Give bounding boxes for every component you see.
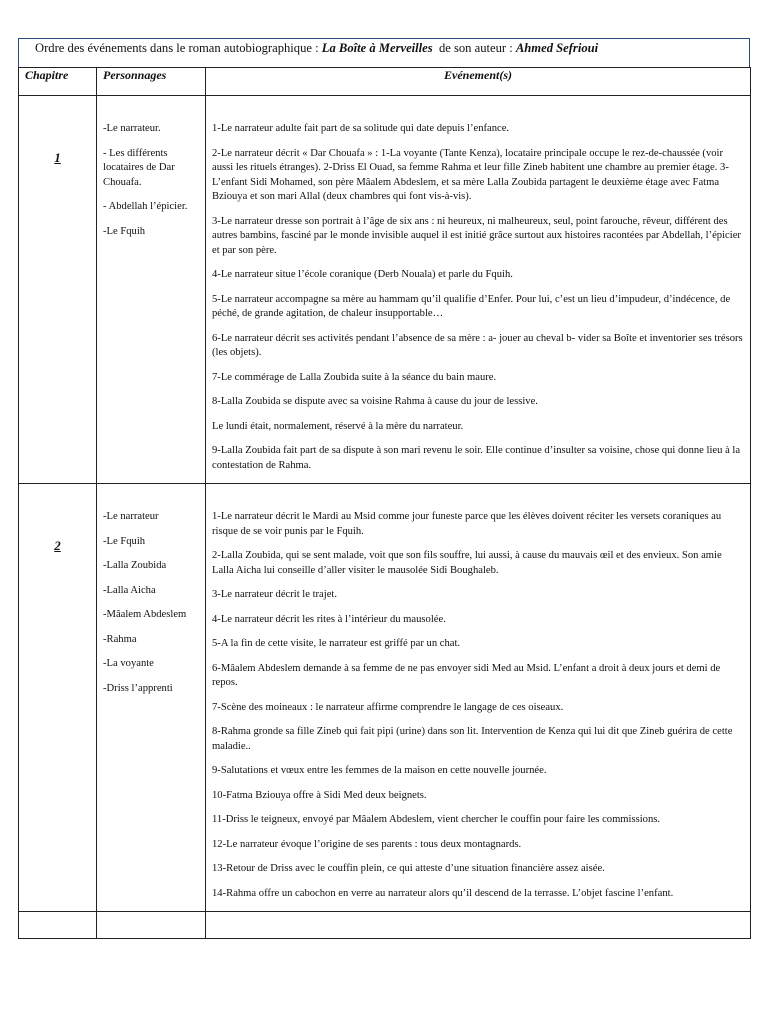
characters-cell [97, 484, 206, 912]
event-item: 3-Le narrateur décrit le trajet. [212, 589, 337, 600]
character-item: -Driss l’apprenti [103, 682, 173, 694]
event-item: 8-Lalla Zoubida se dispute avec sa voisine Rahma à cause du jour de lessive. [212, 396, 538, 407]
events-cell [206, 484, 751, 912]
character-item: - Les différents locataires de Dar Chouafa. [103, 147, 175, 188]
character-item: -Le narrateur [103, 511, 159, 522]
book-title: La Boîte à Merveilles [321, 41, 433, 55]
character-item: -Le Fquih [103, 225, 146, 237]
character-item: -Le narrateur. [103, 123, 161, 134]
event-item: 10-Fatma Bziouya offre à Sidi Med deux beignets. [212, 789, 427, 801]
character-item: -Lalla Zoubida [103, 560, 167, 571]
event-item: 7-Le commérage de Lalla Zoubida suite à la séance du bain maure. [212, 371, 497, 383]
empty-cell [97, 912, 206, 939]
event-item: 6-Le narrateur décrit ses activités pendant l’absence de sa mère : a- jouer au cheval b- vider sa Boîte et inventorier ses trésors (les objets). [212, 332, 743, 358]
event-item: 9-Salutations et vœux entre les femmes de la maison en cette nouvelle journée. [212, 765, 547, 776]
event-item: 11-Driss le teigneux, envoyé par Mâalem Abdeslem, vient chercher le couffin pour faire les commissions. [212, 814, 661, 825]
event-item: Le lundi était, normalement, réservé à la mère du narrateur. [212, 420, 464, 432]
header-row [19, 68, 751, 96]
title-prefix: Ordre des événements dans le roman autobiographique : [35, 41, 322, 55]
chapter-number-label: 1 [54, 150, 61, 165]
characters-cell [97, 96, 206, 484]
header-chapter: Chapitre [19, 68, 97, 96]
chapter-number [19, 96, 97, 484]
event-item: 8-Rahma gronde sa fille Zineb qui fait pipi (urine) dans son lit. Intervention de Kenza qui lui dit que Zineb guérira de cette maladie.. [212, 726, 733, 752]
chapter-row-2 [19, 484, 751, 912]
character-item: - Abdellah l’épicier. [103, 201, 188, 212]
event-item: 4-Le narrateur décrit les rites à l’intérieur du mausolée. [212, 613, 446, 625]
header-events: Evénement(s) [206, 68, 751, 96]
event-item: 1-Le narrateur décrit le Mardi au Msid comme jour funeste parce que les élèves doivent réciter les versets coraniques au risque de se voir punis par le Fquih. [212, 511, 722, 537]
empty-cell [206, 912, 751, 939]
chapter-number [19, 484, 97, 912]
event-item: 4-Le narrateur situe l’école coranique (Derb Nouala) et parle du Fquih. [212, 269, 513, 280]
chapter-row-1 [19, 96, 751, 484]
event-item: 5-Le narrateur accompagne sa mère au hammam qu’il qualifie d’Enfer. Pour lui, c’est un lieu d’impudeur, d’indécence, de péché, de grande agitation, de chaleur insupportable… [212, 293, 731, 319]
event-item: 7-Scène des moineaux : le narrateur affirme comprendre le langage de ces oiseaux. [212, 701, 564, 713]
title-middle: de son auteur : [432, 41, 516, 55]
document-title [18, 38, 750, 67]
empty-row [19, 912, 751, 939]
event-item: 2-Le narrateur décrit « Dar Chouafa » : 1-La voyante (Tante Kenza), locataire principale occupe le rez-de-chaussée (voir aussi les rituels étranges). 2-Driss El Ouad, sa femme Rahma et leur fille Zineb habitent une chambre au premier étage. 3- L’enfant Sidi Mohamed, son père Mâalem Abdeslem, et sa mère Lalla Zoubida partagent le deuxième étage avec Fatma Bziouya et son mari Allal (deux chambres qui font vis-à-vis). [212, 147, 729, 202]
empty-cell [19, 912, 97, 939]
event-item: 3-Le narrateur dresse son portrait à l’âge de six ans : ni heureux, ni malheureux, seul, point farouche, rêveur, différent des autres bambins, fasciné par le monde invisible auquel il est initié grâce surtout aux histoires racontées par Abdellah, l’épicier et par son père. [212, 215, 741, 256]
event-item: 6-Mâalem Abdeslem demande à sa femme de ne pas envoyer sidi Med au Msid. L’enfant a droit à deux jours et demi de repos. [212, 662, 721, 688]
author-name: Ahmed Sefrioui [515, 41, 599, 55]
character-item: -Rahma [103, 633, 137, 645]
event-item: 5-A la fin de cette visite, le narrateur est griffé par un chat. [212, 638, 461, 649]
event-item: 1-Le narrateur adulte fait part de sa solitude qui date depuis l’enfance. [212, 123, 510, 134]
character-item: -La voyante [103, 658, 154, 669]
event-item: 9-Lalla Zoubida fait part de sa dispute à son mari revenu le soir. Elle continue d’insulter sa voisine, chose qui donne lieu à la contestation de Rahma. [212, 445, 741, 471]
chapter-number-label: 2 [54, 538, 61, 553]
events-table [18, 67, 751, 939]
document-page [18, 38, 750, 939]
event-item: 14-Rahma offre un cabochon en verre au narrateur alors qu’il descend de la terrasse. L’objet fascine l’enfant. [212, 887, 674, 899]
event-item: 2-Lalla Zoubida, qui se sent malade, voit que son fils souffre, lui aussi, à cause du mauvais œil et des envieux. Son amie Lalla Aicha lui conseille d’aller visiter le mausolée Sidi Boughaleb. [212, 550, 722, 576]
event-item: 13-Retour de Driss avec le couffin plein, ce qui atteste d’une situation financière assez aisée. [212, 863, 605, 874]
character-item: -Le Fquih [103, 535, 146, 547]
character-item: -Mâalem Abdeslem [103, 609, 187, 620]
event-item: 12-Le narrateur évoque l’origine de ses parents : tous deux montagnards. [212, 838, 522, 850]
events-cell [206, 96, 751, 484]
character-item: -Lalla Aicha [103, 584, 156, 596]
header-characters: Personnages [97, 68, 206, 96]
